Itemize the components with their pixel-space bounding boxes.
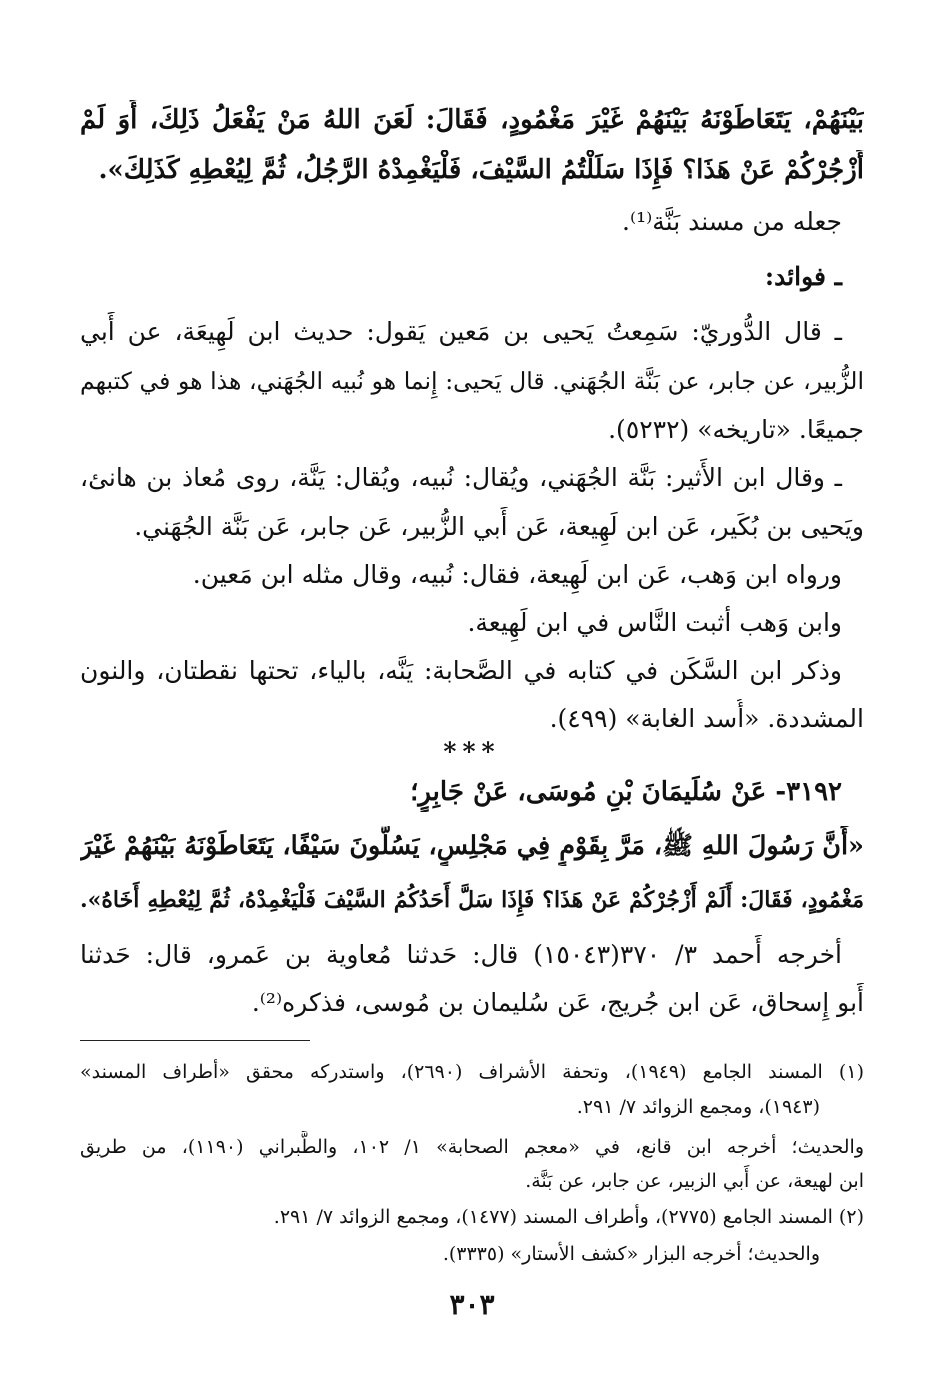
commentary-line: ـ قال الدُّوريّ: سَمِعتُ يَحيى بن مَعين يَقول: حديث ابن لَهِيعَة، عن أَبي <box>80 317 842 346</box>
commentary-line: ـ وقال ابن الأَثير: بَنَّة الجُهَني، ويُقال: نُبيه، ويُقال: يَنَّة، روى مُعاذ بن هانئ، <box>80 463 842 492</box>
commentary-line: ورواه ابن وَهب، عَن ابن لَهِيعة، فقال: نُبيه، وقال مثله ابن مَعين. <box>192 560 842 589</box>
commentary-line: ويَحيى بن بُكَير، عَن ابن لَهِيعة، عَن أَبي الزُّبير، عَن جابر، عَن بَنَّة الجُهَني. <box>134 512 864 541</box>
benefits-heading: ـ فوائد: <box>764 262 842 291</box>
commentary-line: المشددة. «أُسد الغابة» (٤٩٩). <box>549 704 864 733</box>
footnote-line: (١٩٤٣)، ومجمع الزوائد ٧/ ٢٩١. <box>576 1096 820 1118</box>
footnote-line: ابن لهيعة، عن أَبي الزبير، عن جابر، عن بَنَّة. <box>525 1170 864 1192</box>
attribution-note: جعله من مسند بَنَّة⁽¹⁾. <box>622 207 842 236</box>
footnote-line: (١) المسند الجامع (١٩٤٩)، وتحفة الأشراف (٢٦٩٠)، واستدركه محقق «أطراف المسند» <box>80 1061 864 1083</box>
footnote-line: (٢) المسند الجامع (٢٧٧٥)، وأطراف المسند (١٤٧٧)، ومجمع الزوائد ٧/ ٢٩١. <box>273 1206 864 1228</box>
takhrij-line: أخرجه أَحمد ٣/ ٣٧٠(١٥٠٤٣) قال: حَدثنا مُعاوية بن عَمرو، قال: حَدثنا <box>80 940 842 969</box>
takhrij-line: أَبو إِسحاق، عَن ابن جُريج، عَن سُليمان بن مُوسى، فذكره⁽²⁾. <box>251 988 864 1017</box>
commentary-line: وذكر ابن السَّكَن في كتابه في الصَّحابة: يَنَّه، بالياء، تحتها نقطتان، والنون <box>80 656 842 685</box>
hadith-text-line: مَغْمُودٍ، فَقَالَ: أَلَمْ أَزْجُرْكُمْ عَنْ هَذَا؟ فَإِذَا سَلَّ أَحَدُكُمُ السَّيْفَ فَلْيَغْمِدْهُ، ثُمَّ لِيُعْطِهِ أَخَاهُ». <box>80 887 864 913</box>
commentary-line: الزُّبير، عن جابر، عن بَنَّة الجُهَني. قال يَحيى: إِنما هو نُبيه الجُهَني، هذا هو في كتبهم <box>80 367 864 395</box>
section-separator: *** <box>443 737 501 766</box>
commentary-line: جميعًا. «تاريخه» (٥٢٣٢). <box>608 415 864 444</box>
footnote-separator <box>80 1040 310 1041</box>
hadith-text-line: أَزْجُرْكُمْ عَنْ هَذَا؟ فَإِذَا سَلَلْتُمُ السَّيْفَ، فَلْيَغْمِدْهُ الرَّجُلُ، ثُمَّ لِيُعْطِهِ كَذَلِكَ». <box>98 155 864 185</box>
page-number: ٣٠٣ <box>449 1288 495 1321</box>
footnote-line: والحديث؛ أخرجه البزار «كشف الأستار» (٣٣٣٥). <box>442 1243 820 1265</box>
hadith-text-line: «أَنَّ رَسُولَ اللهِ ﷺ، مَرَّ بِقَوْمٍ فِي مَجْلِسٍ، يَسُلُّونَ سَيْفًا، يَتَعَاطَوْنَهُ بَيْنَهُمْ غَيْرَ <box>80 831 864 861</box>
footnote-line: والحديث؛ أخرجه ابن قانع، في «معجم الصحابة» ١/ ١٠٢، والطَّبراني (١١٩٠)، من طريق <box>80 1136 864 1158</box>
hadith-text-line: بَيْنَهُمْ، يَتَعَاطَوْنَهُ بَيْنَهُمْ غَيْرَ مَغْمُودٍ، فَقَالَ: لَعَنَ اللهُ مَنْ يَفْعَلُ ذَلِكَ، أَوَ لَمْ <box>80 105 864 135</box>
commentary-line: وابن وَهب أثبت النَّاس في ابن لَهِيعة. <box>467 608 842 637</box>
hadith-number-isnad: ٣١٩٢- عَنْ سُلَيمَانَ بْنِ مُوسَى، عَنْ جَابِرٍ؛ <box>410 777 842 807</box>
